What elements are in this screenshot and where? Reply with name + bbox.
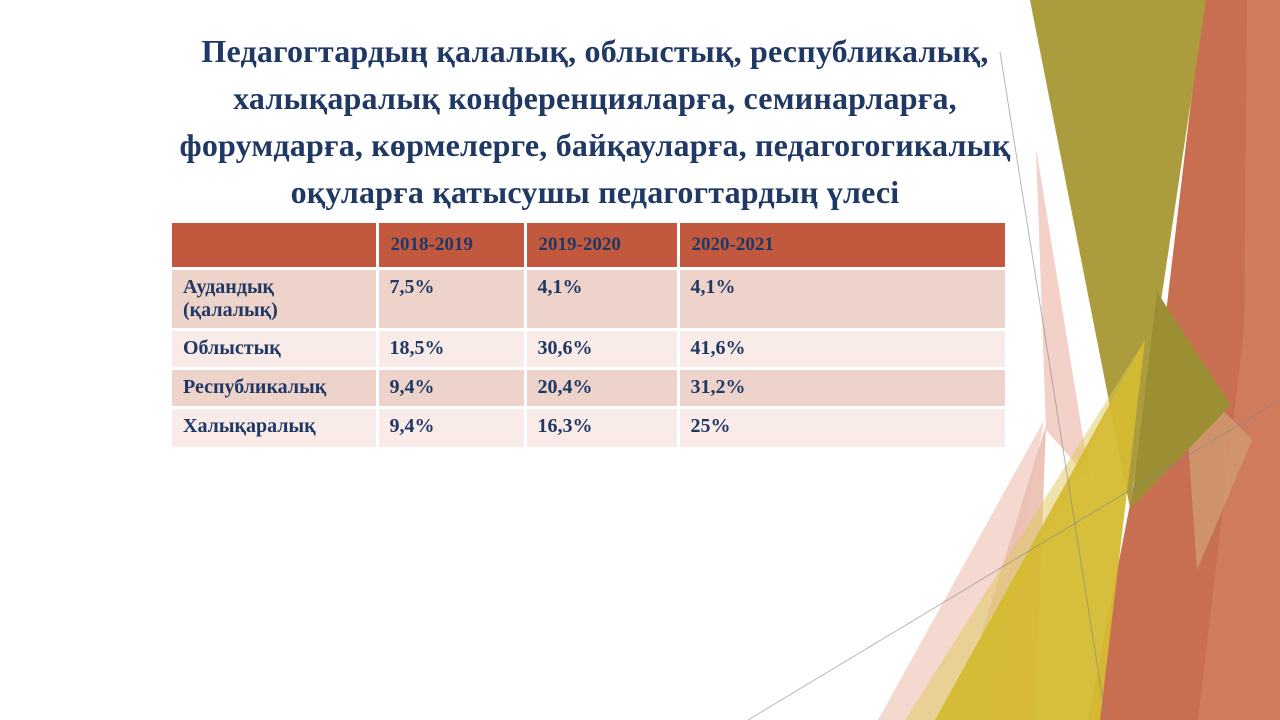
table-cell: 31,2% <box>678 369 1005 408</box>
table-row <box>172 369 1005 408</box>
table-cell: 9,4% <box>377 369 525 408</box>
row-label: Республикалық <box>172 369 377 408</box>
table-cell: 16,3% <box>525 408 678 447</box>
table-cell: 25% <box>678 408 1005 447</box>
table-cell: 7,5% <box>377 269 525 330</box>
table-header-empty <box>172 223 377 269</box>
slide-title-line: Педагогтардың қалалық, облыстық, республикалық, <box>201 33 989 69</box>
table-row <box>172 330 1005 369</box>
table-cell: 9,4% <box>377 408 525 447</box>
table-cell: 4,1% <box>525 269 678 330</box>
table-header-2018-2019: 2018-2019 <box>377 223 525 269</box>
slide-title-line: халықаралық конференцияларға, семинарларға, <box>233 80 957 116</box>
table-cell: 20,4% <box>525 369 678 408</box>
table-header-2020-2021: 2020-2021 <box>678 223 1005 269</box>
table-header-row <box>172 223 1005 269</box>
table-row <box>172 408 1005 447</box>
row-label: Аудандық (қалалық) <box>172 269 377 330</box>
slide-title-line: оқуларға қатысушы педагогтардың үлесі <box>290 174 900 210</box>
table-cell: 18,5% <box>377 330 525 369</box>
row-label: Халықаралық <box>172 408 377 447</box>
table-row <box>172 269 1005 330</box>
table-cell: 30,6% <box>525 330 678 369</box>
slide-title <box>95 28 1095 216</box>
table-cell: 4,1% <box>678 269 1005 330</box>
row-label: Облыстық <box>172 330 377 369</box>
data-table <box>172 223 1005 447</box>
slide-title-line: форумдарға, көрмелерге, байқауларға, педагогогикалық <box>179 127 1011 163</box>
table-cell: 41,6% <box>678 330 1005 369</box>
table-header-2019-2020: 2019-2020 <box>525 223 678 269</box>
